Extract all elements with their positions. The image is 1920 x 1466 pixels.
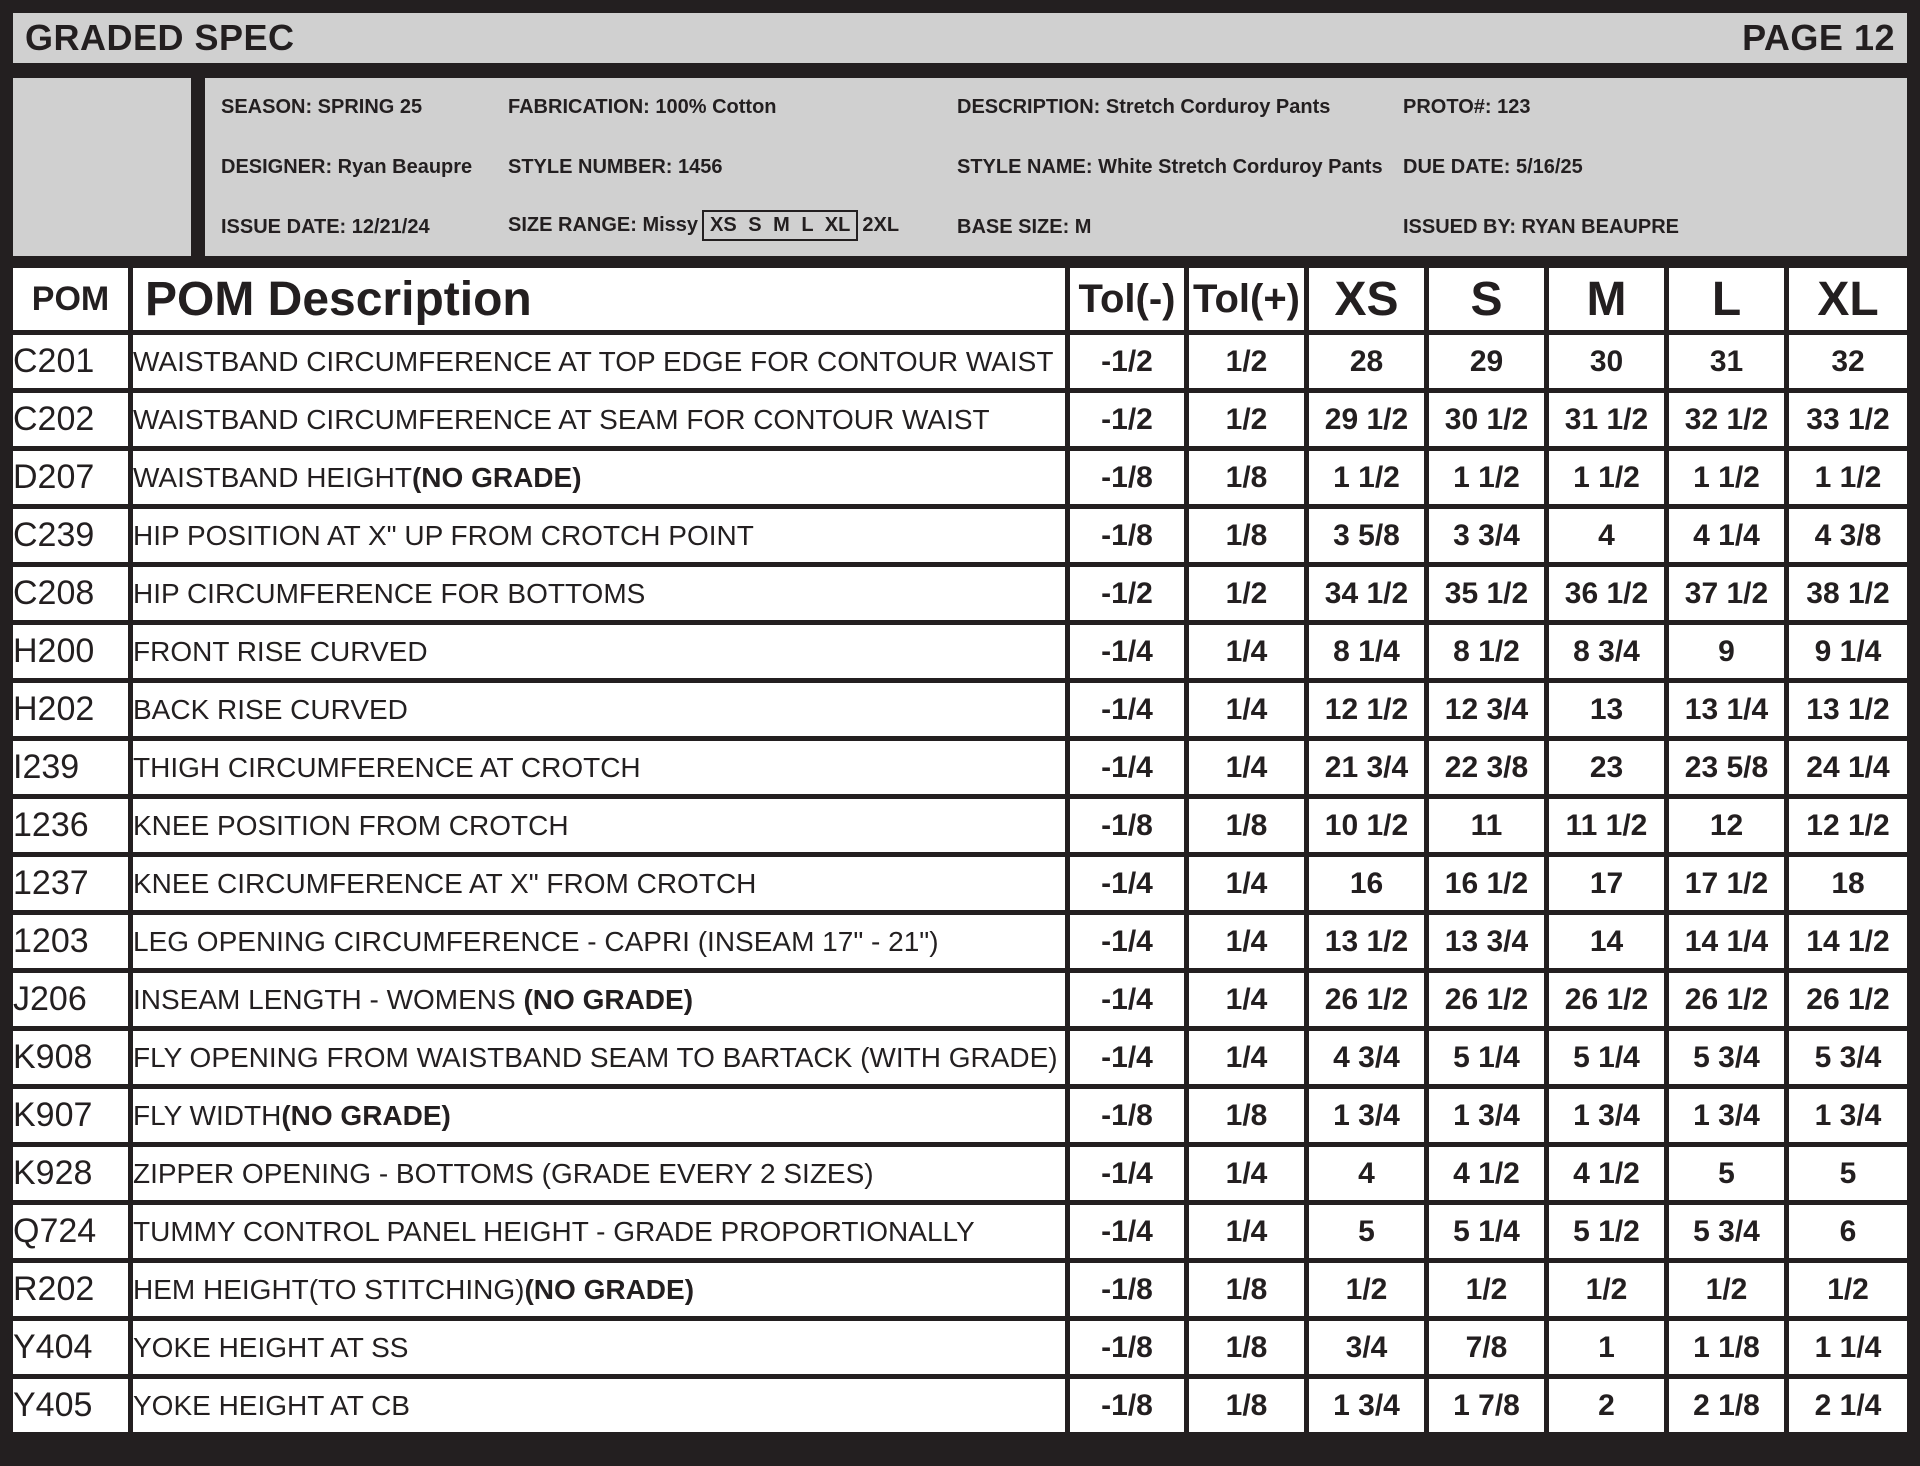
- tol-plus: 1/8: [1189, 799, 1309, 857]
- size-xl: 2 1/4: [1789, 1379, 1907, 1437]
- size-range-box: XS S M L XL: [702, 210, 858, 241]
- pom-description: [133, 1263, 1070, 1321]
- size-m: 1: [1549, 1321, 1669, 1379]
- size-s: 1 3/4: [1429, 1089, 1549, 1147]
- tol-plus: 1/8: [1189, 509, 1309, 567]
- tol-minus: -1/8: [1070, 1379, 1189, 1437]
- size-m: 14: [1549, 915, 1669, 973]
- size-xl: 14 1/2: [1789, 915, 1907, 973]
- pom-description: [133, 1031, 1070, 1089]
- description-text: HIP POSITION AT X" UP FROM CROTCH POINT: [133, 519, 754, 551]
- pom-description: [133, 741, 1070, 799]
- table-row: [13, 1205, 1907, 1263]
- tol-plus: 1/2: [1189, 335, 1309, 393]
- pom-description: [133, 1379, 1070, 1437]
- size-m: 1 1/2: [1549, 451, 1669, 509]
- table-row: [13, 1031, 1907, 1089]
- table-row: [13, 683, 1907, 741]
- pom-code: J206: [13, 973, 133, 1031]
- no-grade-note: (NO GRADE): [523, 983, 694, 1015]
- info-panel: [13, 78, 1907, 256]
- size-xl: 24 1/4: [1789, 741, 1907, 799]
- size-xl: 12 1/2: [1789, 799, 1907, 857]
- size-l: 13 1/4: [1669, 683, 1789, 741]
- pom-description: [133, 1089, 1070, 1147]
- tol-plus: 1/4: [1189, 625, 1309, 683]
- table-row: [13, 915, 1907, 973]
- size-m: 4 1/2: [1549, 1147, 1669, 1205]
- fabrication-field: FABRICATION: 100% Cotton: [508, 96, 777, 118]
- size-l: 17 1/2: [1669, 857, 1789, 915]
- pom-description: [133, 567, 1070, 625]
- size-xs: 3 5/8: [1309, 509, 1429, 567]
- size-l: 1 3/4: [1669, 1089, 1789, 1147]
- size-xs: 1 1/2: [1309, 451, 1429, 509]
- pom-code: K908: [13, 1031, 133, 1089]
- pom-description: [133, 1205, 1070, 1263]
- description-text: YOKE HEIGHT AT SS: [133, 1331, 409, 1363]
- table-row: [13, 509, 1907, 567]
- size-l: 1/2: [1669, 1263, 1789, 1321]
- pom-code: Q724: [13, 1205, 133, 1263]
- description-text: TUMMY CONTROL PANEL HEIGHT - GRADE PROPORTIONALLY: [133, 1215, 975, 1247]
- size-s: 5 1/4: [1429, 1031, 1549, 1089]
- size-s: 22 3/8: [1429, 741, 1549, 799]
- description-text: HEM HEIGHT(TO STITCHING): [133, 1273, 525, 1305]
- tol-plus: 1/4: [1189, 1031, 1309, 1089]
- size-l: 14 1/4: [1669, 915, 1789, 973]
- table-row: [13, 1147, 1907, 1205]
- tol-minus: -1/4: [1070, 973, 1189, 1031]
- issued-by-field: ISSUED BY: RYAN BEAUPRE: [1403, 216, 1679, 238]
- size-s: 29: [1429, 335, 1549, 393]
- description-text: THIGH CIRCUMFERENCE AT CROTCH: [133, 751, 641, 783]
- size-xs: 8 1/4: [1309, 625, 1429, 683]
- pom-description: [133, 451, 1070, 509]
- logo-placeholder: [13, 78, 205, 256]
- size-s: 12 3/4: [1429, 683, 1549, 741]
- description-text: FRONT RISE CURVED: [133, 635, 428, 667]
- tol-minus: -1/4: [1070, 741, 1189, 799]
- description-text: FLY WIDTH: [133, 1099, 282, 1131]
- pom-code: 1203: [13, 915, 133, 973]
- tol-plus: 1/8: [1189, 1321, 1309, 1379]
- tol-plus: 1/4: [1189, 973, 1309, 1031]
- size-xs: 28: [1309, 335, 1429, 393]
- size-l: 37 1/2: [1669, 567, 1789, 625]
- tol-plus: 1/4: [1189, 915, 1309, 973]
- size-xl: 1 3/4: [1789, 1089, 1907, 1147]
- size-m: 8 3/4: [1549, 625, 1669, 683]
- size-s: 8 1/2: [1429, 625, 1549, 683]
- size-xs: 21 3/4: [1309, 741, 1429, 799]
- tol-minus: -1/8: [1070, 509, 1189, 567]
- description-text: BACK RISE CURVED: [133, 693, 408, 725]
- no-grade-note: (NO GRADE): [411, 461, 582, 493]
- pom-code: C201: [13, 335, 133, 393]
- size-m: 31 1/2: [1549, 393, 1669, 451]
- tol-plus: 1/4: [1189, 1147, 1309, 1205]
- size-s: 30 1/2: [1429, 393, 1549, 451]
- size-xl: 1 1/2: [1789, 451, 1907, 509]
- tol-minus: -1/4: [1070, 625, 1189, 683]
- tol-plus: 1/4: [1189, 741, 1309, 799]
- size-m: 26 1/2: [1549, 973, 1669, 1031]
- base-size-field: BASE SIZE: M: [957, 216, 1092, 238]
- col-header-s: S: [1429, 268, 1549, 335]
- tol-minus: -1/2: [1070, 393, 1189, 451]
- size-xs: 26 1/2: [1309, 973, 1429, 1031]
- pom-code: Y405: [13, 1379, 133, 1437]
- size-xl: 18: [1789, 857, 1907, 915]
- size-m: 30: [1549, 335, 1669, 393]
- size-xl: 1 1/4: [1789, 1321, 1907, 1379]
- pom-code: D207: [13, 451, 133, 509]
- tol-minus: -1/2: [1070, 335, 1189, 393]
- size-l: 23 5/8: [1669, 741, 1789, 799]
- size-l: 9: [1669, 625, 1789, 683]
- season-field: SEASON: SPRING 25: [221, 96, 423, 118]
- size-l: 31: [1669, 335, 1789, 393]
- size-l: 4 1/4: [1669, 509, 1789, 567]
- size-range-field: [508, 210, 899, 241]
- size-xl: 38 1/2: [1789, 567, 1907, 625]
- size-l: 5 3/4: [1669, 1205, 1789, 1263]
- size-m: 5 1/2: [1549, 1205, 1669, 1263]
- size-xs: 3/4: [1309, 1321, 1429, 1379]
- table-row: [13, 857, 1907, 915]
- pom-description: [133, 509, 1070, 567]
- pom-description: [133, 683, 1070, 741]
- size-xl: 5: [1789, 1147, 1907, 1205]
- tol-minus: -1/4: [1070, 857, 1189, 915]
- description-text: ZIPPER OPENING - BOTTOMS (GRADE EVERY 2 SIZES): [133, 1157, 874, 1189]
- pom-description: [133, 1321, 1070, 1379]
- no-grade-note: (NO GRADE): [524, 1273, 695, 1305]
- table-row: [13, 393, 1907, 451]
- size-m: 1/2: [1549, 1263, 1669, 1321]
- pom-code: C239: [13, 509, 133, 567]
- size-xs: 12 1/2: [1309, 683, 1429, 741]
- size-xs: 34 1/2: [1309, 567, 1429, 625]
- size-m: 5 1/4: [1549, 1031, 1669, 1089]
- pom-description: [133, 857, 1070, 915]
- description-field: DESCRIPTION: Stretch Corduroy Pants: [957, 96, 1331, 118]
- size-xs: 4: [1309, 1147, 1429, 1205]
- description-text: YOKE HEIGHT AT CB: [133, 1389, 410, 1421]
- pom-code: 1236: [13, 799, 133, 857]
- size-l: 26 1/2: [1669, 973, 1789, 1031]
- size-m: 4: [1549, 509, 1669, 567]
- size-xs: 1 3/4: [1309, 1089, 1429, 1147]
- col-header-tol-plus: Tol(+): [1189, 268, 1309, 335]
- col-header-m: M: [1549, 268, 1669, 335]
- size-s: 1 1/2: [1429, 451, 1549, 509]
- size-xl: 13 1/2: [1789, 683, 1907, 741]
- table-row: [13, 567, 1907, 625]
- table-row: [13, 1089, 1907, 1147]
- size-range-label: SIZE RANGE: Missy: [508, 214, 699, 236]
- style-number-field: STYLE NUMBER: 1456: [508, 156, 723, 178]
- description-text: WAISTBAND CIRCUMFERENCE AT TOP EDGE FOR CONTOUR WAIST: [133, 345, 1054, 377]
- size-m: 11 1/2: [1549, 799, 1669, 857]
- table-row: [13, 335, 1907, 393]
- table-row: [13, 451, 1907, 509]
- pom-description: [133, 393, 1070, 451]
- size-l: 12: [1669, 799, 1789, 857]
- size-s: 1/2: [1429, 1263, 1549, 1321]
- size-xs: 16: [1309, 857, 1429, 915]
- designer-field: DESIGNER: Ryan Beaupre: [221, 156, 473, 178]
- tol-plus: 1/4: [1189, 683, 1309, 741]
- size-xs: 29 1/2: [1309, 393, 1429, 451]
- col-header-description: POM Description: [133, 268, 1070, 335]
- size-m: 1 3/4: [1549, 1089, 1669, 1147]
- tol-plus: 1/8: [1189, 1263, 1309, 1321]
- size-l: 32 1/2: [1669, 393, 1789, 451]
- size-m: 23: [1549, 741, 1669, 799]
- size-s: 5 1/4: [1429, 1205, 1549, 1263]
- table-row: [13, 625, 1907, 683]
- size-s: 26 1/2: [1429, 973, 1549, 1031]
- description-text: FLY OPENING FROM WAISTBAND SEAM TO BARTACK (WITH GRADE): [133, 1041, 1058, 1073]
- pom-table: [13, 268, 1907, 1437]
- tol-minus: -1/4: [1070, 683, 1189, 741]
- description-text: KNEE POSITION FROM CROTCH: [133, 809, 569, 841]
- tol-minus: -1/2: [1070, 567, 1189, 625]
- tol-plus: 1/8: [1189, 451, 1309, 509]
- title-bar: [13, 13, 1907, 63]
- size-s: 1 7/8: [1429, 1379, 1549, 1437]
- description-text: LEG OPENING CIRCUMFERENCE - CAPRI (INSEAM 17" - 21"): [133, 925, 939, 957]
- size-m: 17: [1549, 857, 1669, 915]
- size-range-extra: 2XL: [862, 214, 900, 236]
- size-s: 13 3/4: [1429, 915, 1549, 973]
- size-xl: 26 1/2: [1789, 973, 1907, 1031]
- size-s: 3 3/4: [1429, 509, 1549, 567]
- size-m: 13: [1549, 683, 1669, 741]
- pom-code: K928: [13, 1147, 133, 1205]
- description-text: WAISTBAND CIRCUMFERENCE AT SEAM FOR CONTOUR WAIST: [133, 403, 990, 435]
- page-title: GRADED SPEC: [25, 17, 295, 58]
- col-header-tol-minus: Tol(-): [1070, 268, 1189, 335]
- pom-description: [133, 335, 1070, 393]
- tol-minus: -1/4: [1070, 915, 1189, 973]
- col-header-xl: XL: [1789, 268, 1907, 335]
- pom-code: R202: [13, 1263, 133, 1321]
- pom-description: [133, 973, 1070, 1031]
- description-text: WAISTBAND HEIGHT: [133, 461, 412, 493]
- tol-minus: -1/8: [1070, 1321, 1189, 1379]
- tol-minus: -1/8: [1070, 1263, 1189, 1321]
- size-s: 4 1/2: [1429, 1147, 1549, 1205]
- table-row: [13, 1379, 1907, 1437]
- size-s: 16 1/2: [1429, 857, 1549, 915]
- size-l: 2 1/8: [1669, 1379, 1789, 1437]
- tol-plus: 1/2: [1189, 567, 1309, 625]
- pom-description: [133, 625, 1070, 683]
- size-xl: 5 3/4: [1789, 1031, 1907, 1089]
- table-row: [13, 799, 1907, 857]
- col-header-l: L: [1669, 268, 1789, 335]
- tol-plus: 1/8: [1189, 1089, 1309, 1147]
- table-header-row: [13, 268, 1907, 335]
- page-number: PAGE 12: [1742, 17, 1895, 58]
- pom-description: [133, 799, 1070, 857]
- description-text: KNEE CIRCUMFERENCE AT X" FROM CROTCH: [133, 867, 757, 899]
- size-xs: 10 1/2: [1309, 799, 1429, 857]
- pom-code: C202: [13, 393, 133, 451]
- tol-minus: -1/8: [1070, 451, 1189, 509]
- pom-code: Y404: [13, 1321, 133, 1379]
- tol-plus: 1/4: [1189, 1205, 1309, 1263]
- proto-field: PROTO#: 123: [1403, 96, 1531, 118]
- pom-code: K907: [13, 1089, 133, 1147]
- pom-code: C208: [13, 567, 133, 625]
- table-row: [13, 1263, 1907, 1321]
- size-xl: 33 1/2: [1789, 393, 1907, 451]
- tol-minus: -1/8: [1070, 1089, 1189, 1147]
- table-row: [13, 973, 1907, 1031]
- size-xl: 6: [1789, 1205, 1907, 1263]
- size-m: 2: [1549, 1379, 1669, 1437]
- size-xl: 1/2: [1789, 1263, 1907, 1321]
- col-header-pom: POM: [13, 268, 133, 335]
- tol-minus: -1/4: [1070, 1205, 1189, 1263]
- description-text: HIP CIRCUMFERENCE FOR BOTTOMS: [133, 577, 646, 609]
- size-xs: 5: [1309, 1205, 1429, 1263]
- tol-minus: -1/4: [1070, 1031, 1189, 1089]
- table-row: [13, 1321, 1907, 1379]
- size-xs: 4 3/4: [1309, 1031, 1429, 1089]
- size-l: 5: [1669, 1147, 1789, 1205]
- size-xs: 1 3/4: [1309, 1379, 1429, 1437]
- issue-date-field: ISSUE DATE: 12/21/24: [221, 216, 430, 238]
- size-m: 36 1/2: [1549, 567, 1669, 625]
- pom-description: [133, 1147, 1070, 1205]
- size-l: 1 1/8: [1669, 1321, 1789, 1379]
- pom-description: [133, 915, 1070, 973]
- description-text: INSEAM LENGTH - WOMENS: [133, 983, 524, 1015]
- size-xl: 32: [1789, 335, 1907, 393]
- pom-code: H200: [13, 625, 133, 683]
- pom-code: I239: [13, 741, 133, 799]
- due-date-field: DUE DATE: 5/16/25: [1403, 156, 1583, 178]
- size-s: 11: [1429, 799, 1549, 857]
- pom-code: 1237: [13, 857, 133, 915]
- size-xl: 9 1/4: [1789, 625, 1907, 683]
- tol-plus: 1/8: [1189, 1379, 1309, 1437]
- size-l: 5 3/4: [1669, 1031, 1789, 1089]
- col-header-xs: XS: [1309, 268, 1429, 335]
- size-s: 7/8: [1429, 1321, 1549, 1379]
- size-s: 35 1/2: [1429, 567, 1549, 625]
- size-xs: 1/2: [1309, 1263, 1429, 1321]
- style-name-field: STYLE NAME: White Stretch Corduroy Pants: [957, 156, 1383, 178]
- size-l: 1 1/2: [1669, 451, 1789, 509]
- tol-plus: 1/2: [1189, 393, 1309, 451]
- tol-minus: -1/8: [1070, 799, 1189, 857]
- size-xl: 4 3/8: [1789, 509, 1907, 567]
- tol-minus: -1/4: [1070, 1147, 1189, 1205]
- no-grade-note: (NO GRADE): [281, 1099, 451, 1131]
- size-xs: 13 1/2: [1309, 915, 1429, 973]
- tol-plus: 1/4: [1189, 857, 1309, 915]
- pom-code: H202: [13, 683, 133, 741]
- table-row: [13, 741, 1907, 799]
